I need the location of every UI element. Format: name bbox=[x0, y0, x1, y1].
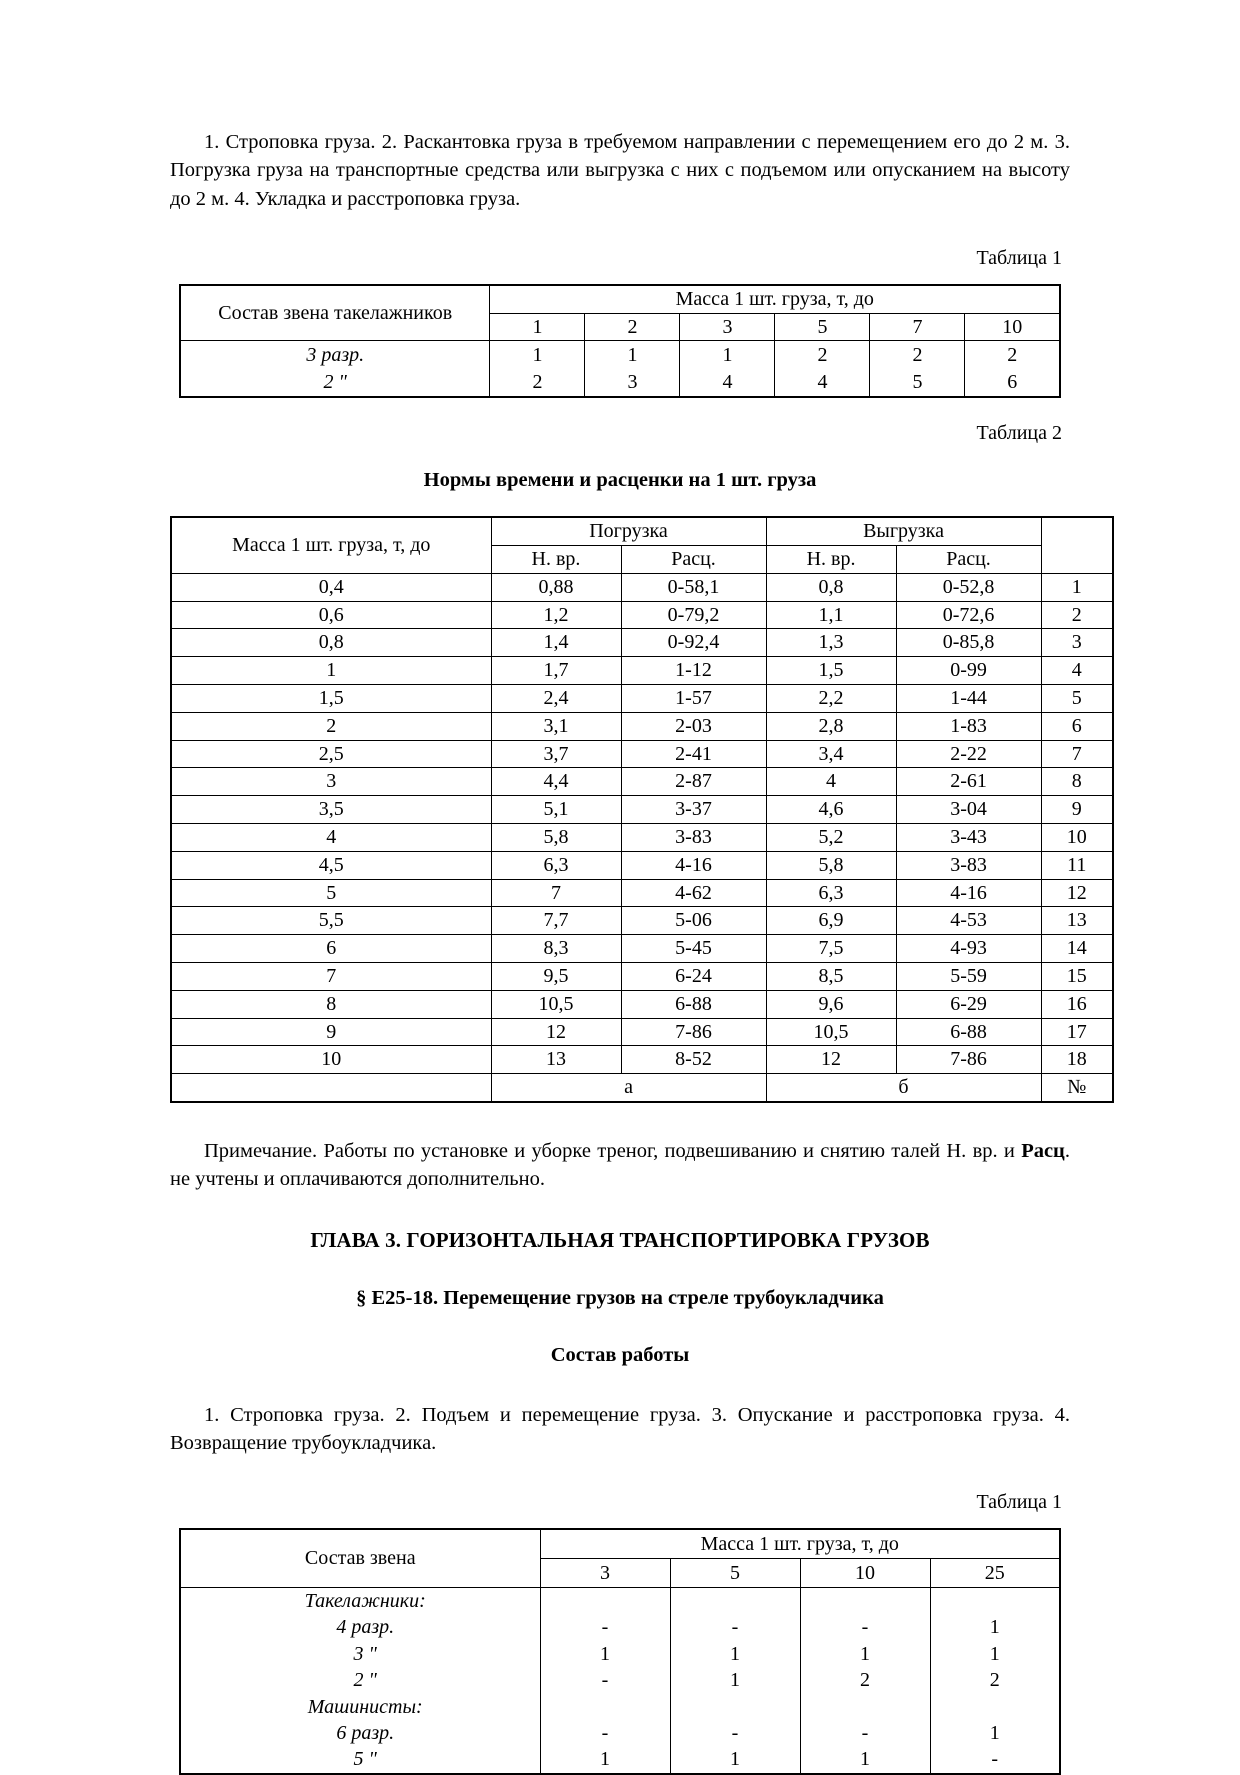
table3-label: 5 " bbox=[353, 1748, 377, 1771]
table2-load-rate: 5-06 bbox=[621, 907, 766, 935]
table2-load-norm: 13 bbox=[491, 1046, 621, 1074]
table2-unload-norm: 6,3 bbox=[766, 879, 896, 907]
table-row bbox=[171, 851, 1113, 879]
table1-row-label bbox=[180, 341, 490, 397]
table1-caption: Таблица 1 bbox=[976, 246, 1062, 269]
table3-value: 1 bbox=[730, 1642, 740, 1665]
table2-unload-norm: 6,9 bbox=[766, 907, 896, 935]
table2-load-norm: 9,5 bbox=[491, 962, 621, 990]
table2-unload-norm: 0,8 bbox=[766, 573, 896, 601]
table3-value: 2 bbox=[989, 1669, 1000, 1692]
table-row bbox=[171, 601, 1113, 629]
intro-composition-paragraph: 1. Строповка груза. 2. Раскантовка груза в требуемом направлении с перемещением его до 2 м. 3. Погрузка груза на транспортные средства или выгрузка с них с подъемом или опусканием на высоту до 2 м. 4. Укладка и расстроповка груза. bbox=[170, 131, 1070, 210]
table2-unload-norm: 3,4 bbox=[766, 740, 896, 768]
table3-value: 1 bbox=[730, 1748, 740, 1771]
table1-header-col0: Состав звена такелажников bbox=[180, 285, 490, 341]
table2-load-norm: 0,88 bbox=[491, 573, 621, 601]
table-row bbox=[171, 685, 1113, 713]
table1-mass-col: 7 bbox=[870, 313, 965, 341]
table1-cell bbox=[965, 341, 1060, 397]
table-norms-and-rates bbox=[170, 516, 1114, 1103]
table2-no: 2 bbox=[1041, 601, 1113, 629]
table2-unload-norm: 2,8 bbox=[766, 712, 896, 740]
table2-no: 16 bbox=[1041, 990, 1113, 1018]
table2-unload-norm: 12 bbox=[766, 1046, 896, 1074]
table3-mass-col: 25 bbox=[930, 1559, 1060, 1588]
table2-load-rate: 5-45 bbox=[621, 935, 766, 963]
table3-value bbox=[541, 1588, 670, 1614]
table2-load-norm: 3,1 bbox=[491, 712, 621, 740]
table1-value: 1 bbox=[722, 344, 733, 367]
table2-no: 4 bbox=[1041, 657, 1113, 685]
table2-mass: 4,5 bbox=[171, 851, 491, 879]
table2-mass: 10 bbox=[171, 1046, 491, 1074]
table2-no: 3 bbox=[1041, 629, 1113, 657]
table2-load-rate: 6-24 bbox=[621, 962, 766, 990]
table2-load-rate: 2-41 bbox=[621, 740, 766, 768]
table2-load-norm: 7,7 bbox=[491, 907, 621, 935]
table2-mass: 6 bbox=[171, 935, 491, 963]
table3-value bbox=[931, 1588, 1060, 1614]
table2-unload-rate: 1-83 bbox=[896, 712, 1041, 740]
table2-no: 11 bbox=[1041, 851, 1113, 879]
table2-sub-norm-unloading: Н. вр. bbox=[766, 546, 896, 574]
table2-no: 7 bbox=[1041, 740, 1113, 768]
table2-caption: Таблица 2 bbox=[976, 422, 1062, 445]
table3-mass-col: 5 bbox=[670, 1559, 800, 1588]
table1-mass-col: 3 bbox=[680, 313, 775, 341]
table3-value: 1 bbox=[600, 1642, 610, 1665]
table3-column-cell bbox=[670, 1588, 800, 1774]
table1-value: 4 bbox=[722, 370, 733, 393]
table2-no: 9 bbox=[1041, 796, 1113, 824]
table2-no: 14 bbox=[1041, 935, 1113, 963]
table-row bbox=[171, 962, 1113, 990]
table2-load-norm: 5,1 bbox=[491, 796, 621, 824]
table3-label: 4 разр. bbox=[336, 1616, 395, 1639]
table-row-footer bbox=[171, 1074, 1113, 1102]
table2-unload-rate: 1-44 bbox=[896, 685, 1041, 713]
table3-value: 1 bbox=[730, 1669, 740, 1692]
table2-unload-rate: 0-52,8 bbox=[896, 573, 1041, 601]
table2-group-unloading: Выгрузка bbox=[766, 517, 1041, 545]
table2-load-rate: 0-58,1 bbox=[621, 573, 766, 601]
table3-value bbox=[671, 1694, 800, 1720]
table2-load-rate: 4-62 bbox=[621, 879, 766, 907]
chapter-composition-paragraph: 1. Строповка груза. 2. Подъем и перемещение груза. 3. Опускание и расстроповка груза. 4. Возвращение трубоукладчика. bbox=[170, 1403, 1070, 1454]
note-paragraph bbox=[170, 1137, 1070, 1194]
table2-load-norm: 1,7 bbox=[491, 657, 621, 685]
table2-load-norm: 8,3 bbox=[491, 935, 621, 963]
table2-load-rate: 1-12 bbox=[621, 657, 766, 685]
table2-unload-rate: 2-22 bbox=[896, 740, 1041, 768]
table-row bbox=[180, 285, 1060, 313]
table-row bbox=[171, 879, 1113, 907]
table1-value: 3 bbox=[627, 370, 638, 393]
table3-caption: Таблица 1 bbox=[976, 1491, 1062, 1514]
table3-label: 3 " bbox=[353, 1642, 377, 1665]
table1-row-label-0: 3 разр. bbox=[306, 344, 365, 367]
table3-value: 2 bbox=[860, 1669, 870, 1692]
table2-mass: 3 bbox=[171, 768, 491, 796]
table3-value bbox=[931, 1694, 1060, 1720]
table3-column-cell bbox=[800, 1588, 930, 1774]
table-row bbox=[171, 517, 1113, 545]
table2-sub-norm-loading: Н. вр. bbox=[491, 546, 621, 574]
table2-unload-norm: 2,2 bbox=[766, 685, 896, 713]
table3-label: Машинисты: bbox=[307, 1695, 423, 1718]
table3-value: 1 bbox=[989, 1616, 1000, 1639]
table2-footer-col-no: № bbox=[1041, 1074, 1113, 1102]
table3-value: 1 bbox=[989, 1722, 1000, 1745]
table2-load-rate: 3-37 bbox=[621, 796, 766, 824]
table1-value: 1 bbox=[627, 344, 638, 367]
table1-value: 2 bbox=[1007, 344, 1018, 367]
table2-unload-rate: 0-72,6 bbox=[896, 601, 1041, 629]
table2-unload-rate: 3-04 bbox=[896, 796, 1041, 824]
table2-unload-rate: 4-53 bbox=[896, 907, 1041, 935]
table2-sub-rate-unloading: Расц. bbox=[896, 546, 1041, 574]
table3-header-span: Масса 1 шт. груза, т, до bbox=[540, 1529, 1060, 1559]
table-row bbox=[171, 1046, 1113, 1074]
table2-unload-norm: 5,2 bbox=[766, 823, 896, 851]
table2-no: 15 bbox=[1041, 962, 1113, 990]
table2-no: 10 bbox=[1041, 823, 1113, 851]
table3-value: - bbox=[861, 1616, 869, 1639]
table3-value: - bbox=[991, 1748, 999, 1771]
table2-footer-col-a: а bbox=[491, 1074, 766, 1102]
table3-value bbox=[801, 1588, 930, 1614]
table3-labels-cell bbox=[180, 1588, 540, 1774]
table3-value: - bbox=[861, 1722, 869, 1745]
table2-mass: 4 bbox=[171, 823, 491, 851]
section-title: § Е25-18. Перемещение грузов на стреле трубоукладчика bbox=[356, 1286, 884, 1309]
table1-mass-col: 1 bbox=[490, 313, 585, 341]
table2-load-rate: 7-86 bbox=[621, 1018, 766, 1046]
table2-unload-rate: 0-85,8 bbox=[896, 629, 1041, 657]
table2-unload-rate: 2-61 bbox=[896, 768, 1041, 796]
table2-load-rate: 3-83 bbox=[621, 823, 766, 851]
table2-sub-rate-loading: Расц. bbox=[621, 546, 766, 574]
table2-unload-rate: 6-88 bbox=[896, 1018, 1041, 1046]
table-row bbox=[171, 629, 1113, 657]
table3-value: - bbox=[601, 1722, 609, 1745]
table2-load-norm: 5,8 bbox=[491, 823, 621, 851]
table2-load-rate: 8-52 bbox=[621, 1046, 766, 1074]
table3-value: 1 bbox=[860, 1748, 870, 1771]
table2-unload-norm: 1,1 bbox=[766, 601, 896, 629]
table-row bbox=[171, 823, 1113, 851]
table-row bbox=[180, 1588, 1060, 1774]
table3-value: - bbox=[601, 1669, 609, 1692]
table-row bbox=[171, 712, 1113, 740]
table1-value: 4 bbox=[817, 370, 828, 393]
table2-load-norm: 6,3 bbox=[491, 851, 621, 879]
note-bold-part: Расц bbox=[1021, 1139, 1065, 1162]
table2-footer-blank bbox=[171, 1074, 491, 1102]
table-row bbox=[171, 657, 1113, 685]
note-tail: . не учтены и оплачиваются дополнительно. bbox=[170, 1139, 1070, 1191]
table2-no: 13 bbox=[1041, 907, 1113, 935]
table1-cell bbox=[775, 341, 870, 397]
table2-mass: 0,8 bbox=[171, 629, 491, 657]
table1-header-span: Масса 1 шт. груза, т, до bbox=[490, 285, 1060, 313]
table-row bbox=[171, 740, 1113, 768]
table1-value: 2 bbox=[912, 344, 923, 367]
table3-mass-col: 3 bbox=[540, 1559, 670, 1588]
table2-no: 8 bbox=[1041, 768, 1113, 796]
table-crew-composition-bottom bbox=[179, 1528, 1061, 1775]
table2-load-rate: 0-79,2 bbox=[621, 601, 766, 629]
table-row bbox=[171, 907, 1113, 935]
table1-cell bbox=[490, 341, 585, 397]
table2-unload-rate: 3-43 bbox=[896, 823, 1041, 851]
table2-load-norm: 7 bbox=[491, 879, 621, 907]
table2-unload-rate: 5-59 bbox=[896, 962, 1041, 990]
table2-unload-norm: 1,3 bbox=[766, 629, 896, 657]
table3-value: - bbox=[731, 1722, 739, 1745]
table2-mass: 8 bbox=[171, 990, 491, 1018]
table2-mass: 9 bbox=[171, 1018, 491, 1046]
table1-row-label-1: 2 " bbox=[323, 370, 347, 393]
table3-value: 1 bbox=[600, 1748, 610, 1771]
table2-no: 5 bbox=[1041, 685, 1113, 713]
table-row bbox=[180, 1529, 1060, 1559]
table1-mass-col: 5 bbox=[775, 313, 870, 341]
table2-mass: 3,5 bbox=[171, 796, 491, 824]
table2-unload-rate: 4-16 bbox=[896, 879, 1041, 907]
table2-mass: 5 bbox=[171, 879, 491, 907]
table1-value: 2 bbox=[532, 370, 543, 393]
table-row bbox=[171, 796, 1113, 824]
table2-footer-col-b: б bbox=[766, 1074, 1041, 1102]
table-row bbox=[171, 935, 1113, 963]
table2-mass: 1,5 bbox=[171, 685, 491, 713]
table2-load-rate: 2-87 bbox=[621, 768, 766, 796]
table3-value bbox=[801, 1694, 930, 1720]
table2-unload-norm: 4,6 bbox=[766, 796, 896, 824]
table2-no: 18 bbox=[1041, 1046, 1113, 1074]
table2-mass: 1 bbox=[171, 657, 491, 685]
table2-unload-norm: 1,5 bbox=[766, 657, 896, 685]
table2-unload-norm: 4 bbox=[766, 768, 896, 796]
table3-mass-col: 10 bbox=[800, 1559, 930, 1588]
table2-unload-rate: 6-29 bbox=[896, 990, 1041, 1018]
table3-value: 1 bbox=[860, 1642, 870, 1665]
table2-no: 1 bbox=[1041, 573, 1113, 601]
table-crew-composition-top bbox=[179, 284, 1061, 398]
table3-value: - bbox=[731, 1616, 739, 1639]
table3-value: - bbox=[601, 1616, 609, 1639]
table-row bbox=[171, 990, 1113, 1018]
subsection-title: Состав работы bbox=[550, 1343, 690, 1366]
table2-mass: 0,4 bbox=[171, 573, 491, 601]
table3-column-cell bbox=[930, 1588, 1060, 1774]
table2-unload-norm: 10,5 bbox=[766, 1018, 896, 1046]
table1-value: 6 bbox=[1007, 370, 1018, 393]
table2-load-rate: 1-57 bbox=[621, 685, 766, 713]
table2-load-norm: 3,7 bbox=[491, 740, 621, 768]
table2-unload-norm: 8,5 bbox=[766, 962, 896, 990]
table-row bbox=[171, 768, 1113, 796]
table1-value: 1 bbox=[532, 344, 543, 367]
table2-mass: 7 bbox=[171, 962, 491, 990]
chapter-title: ГЛАВА 3. ГОРИЗОНТАЛЬНАЯ ТРАНСПОРТИРОВКА ГРУЗОВ bbox=[310, 1227, 930, 1252]
table2-unload-rate: 0-99 bbox=[896, 657, 1041, 685]
table2-load-rate: 2-03 bbox=[621, 712, 766, 740]
table2-title: Нормы времени и расценки на 1 шт. груза bbox=[423, 469, 817, 492]
table2-load-norm: 1,4 bbox=[491, 629, 621, 657]
table3-value bbox=[671, 1588, 800, 1614]
table2-unload-rate: 3-83 bbox=[896, 851, 1041, 879]
table3-column-cell bbox=[540, 1588, 670, 1774]
note-text: Примечание. Работы по установке и уборке треног, подвешиванию и снятию талей Н. вр. и bbox=[204, 1139, 1022, 1162]
table2-unload-rate: 7-86 bbox=[896, 1046, 1041, 1074]
table2-load-norm: 10,5 bbox=[491, 990, 621, 1018]
table2-load-rate: 0-92,4 bbox=[621, 629, 766, 657]
table2-load-norm: 12 bbox=[491, 1018, 621, 1046]
table3-label: 2 " bbox=[353, 1669, 377, 1692]
table3-value: 1 bbox=[989, 1642, 1000, 1665]
table2-mass: 5,5 bbox=[171, 907, 491, 935]
table2-unload-rate: 4-93 bbox=[896, 935, 1041, 963]
table2-no: 12 bbox=[1041, 879, 1113, 907]
table1-mass-col: 10 bbox=[965, 313, 1060, 341]
table2-unload-norm: 5,8 bbox=[766, 851, 896, 879]
table3-header-col0: Состав звена bbox=[180, 1529, 540, 1588]
table2-no: 6 bbox=[1041, 712, 1113, 740]
table-row bbox=[180, 341, 1060, 397]
table2-no: 17 bbox=[1041, 1018, 1113, 1046]
table-row bbox=[171, 1018, 1113, 1046]
table2-unload-norm: 9,6 bbox=[766, 990, 896, 1018]
table2-mass: 2 bbox=[171, 712, 491, 740]
table2-load-norm: 4,4 bbox=[491, 768, 621, 796]
table3-label: Такелажники: bbox=[304, 1590, 426, 1613]
table1-cell bbox=[870, 341, 965, 397]
table2-load-norm: 2,4 bbox=[491, 685, 621, 713]
table2-group-loading: Погрузка bbox=[491, 517, 766, 545]
table2-load-rate: 6-88 bbox=[621, 990, 766, 1018]
table1-value: 2 bbox=[817, 344, 828, 367]
table2-header-col0: Масса 1 шт. груза, т, до bbox=[171, 517, 491, 573]
table1-mass-col: 2 bbox=[585, 313, 680, 341]
table2-load-norm: 1,2 bbox=[491, 601, 621, 629]
table2-load-rate: 4-16 bbox=[621, 851, 766, 879]
table1-cell bbox=[680, 341, 775, 397]
table1-cell bbox=[585, 341, 680, 397]
table-row bbox=[171, 573, 1113, 601]
table1-value: 5 bbox=[912, 370, 923, 393]
table2-mass: 2,5 bbox=[171, 740, 491, 768]
table2-header-no bbox=[1041, 517, 1113, 573]
table3-label: 6 разр. bbox=[336, 1722, 395, 1745]
table2-mass: 0,6 bbox=[171, 601, 491, 629]
table2-unload-norm: 7,5 bbox=[766, 935, 896, 963]
table3-value bbox=[541, 1694, 670, 1720]
